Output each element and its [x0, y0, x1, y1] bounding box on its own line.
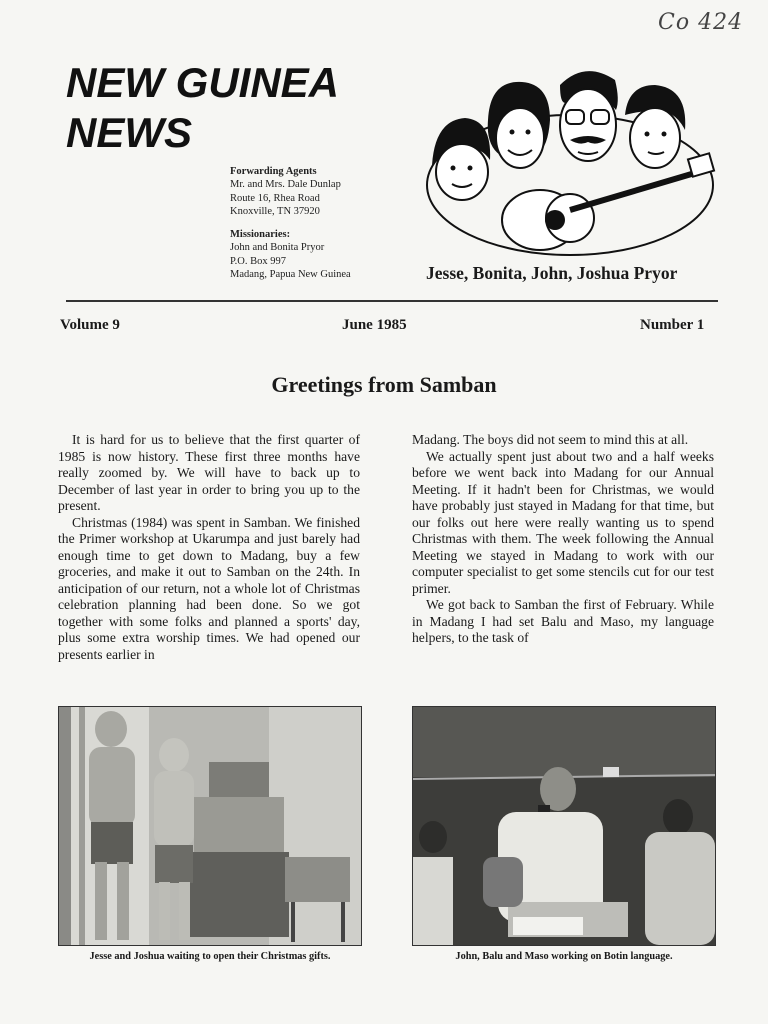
face-joshua [625, 85, 685, 168]
missionaries-heading: Missionaries: [230, 229, 291, 241]
photo-caption-right: John, Balu and Maso working on Botin language. [455, 951, 673, 962]
article-column-right [412, 432, 714, 647]
face-john [560, 71, 618, 161]
face-bonita [488, 82, 550, 168]
family-illustration [420, 60, 720, 260]
issue-number: Number 1 [640, 317, 705, 333]
forwarding-line: Mr. and Mrs. Dale Dunlap [230, 179, 341, 191]
article-column-left [58, 432, 360, 663]
header-divider [66, 300, 718, 302]
article-paragraph: Christmas (1984) was spent in Samban. We finished the Primer workshop at Ukarumpa and just barely had enough time to get down to Madang, buy a few groceries, and make it out to Samban on the 24th. In anticipation of our return, not a whole lot of Christmas celebration planning had been done. So we got together with some folks and planned a sports' day, plus some extra worship times. We had opened our presents earlier in [58, 514, 360, 662]
article-paragraph: It is hard for us to believe that the first quarter of 1985 is now history. These first three months have really zoomed by. We will have to back up to December of last year in order to bring you up to the present. [58, 432, 360, 513]
contact-block [230, 165, 430, 281]
photo-caption-left: Jesse and Joshua waiting to open their Christmas gifts. [89, 951, 331, 962]
photo-language-work [412, 706, 716, 946]
volume-label: Volume 9 [60, 317, 120, 333]
forwarding-line: Knoxville, TN 37920 [230, 205, 320, 217]
handwritten-archive-number: Co 424 [658, 10, 744, 35]
missionaries-line: Madang, Papua New Guinea [230, 269, 351, 281]
masthead-line-1: NEW GUINEA [66, 59, 339, 106]
article-paragraph: Madang. The boys did not seem to mind this at all. [412, 432, 689, 447]
missionaries-line: John and Bonita Pryor [230, 242, 325, 254]
article-paragraph: We actually spent just about two and a half weeks before we went back into Madang for our Annual Meeting. If it hadn't been for Christmas, we would have probably just stayed in Madang for that time, but our folks out here were really wanting us to spend Christmas with them. The week following the Annual Meeting we stayed in Madang to work with our computer specialist to get some stencils cut for our test primer. [412, 448, 714, 596]
missionaries-line: P.O. Box 997 [230, 255, 287, 267]
article-paragraph: We got back to Samban the first of February. While in Madang I had set Balu and Maso, my language helpers, to the task of [412, 597, 714, 645]
masthead-line-2: NEWS [66, 109, 192, 156]
forwarding-line: Route 16, Rhea Road [230, 192, 320, 204]
issue-date: June 1985 [342, 317, 407, 333]
family-names-caption: Jesse, Bonita, John, Joshua Pryor [426, 263, 678, 283]
photo-boys-christmas [58, 706, 362, 946]
article-headline: Greetings from Samban [271, 372, 497, 397]
forwarding-heading: Forwarding Agents [230, 166, 317, 177]
newsletter-masthead [66, 58, 426, 158]
face-jesse [432, 118, 490, 200]
guitar-drawing [502, 153, 714, 250]
